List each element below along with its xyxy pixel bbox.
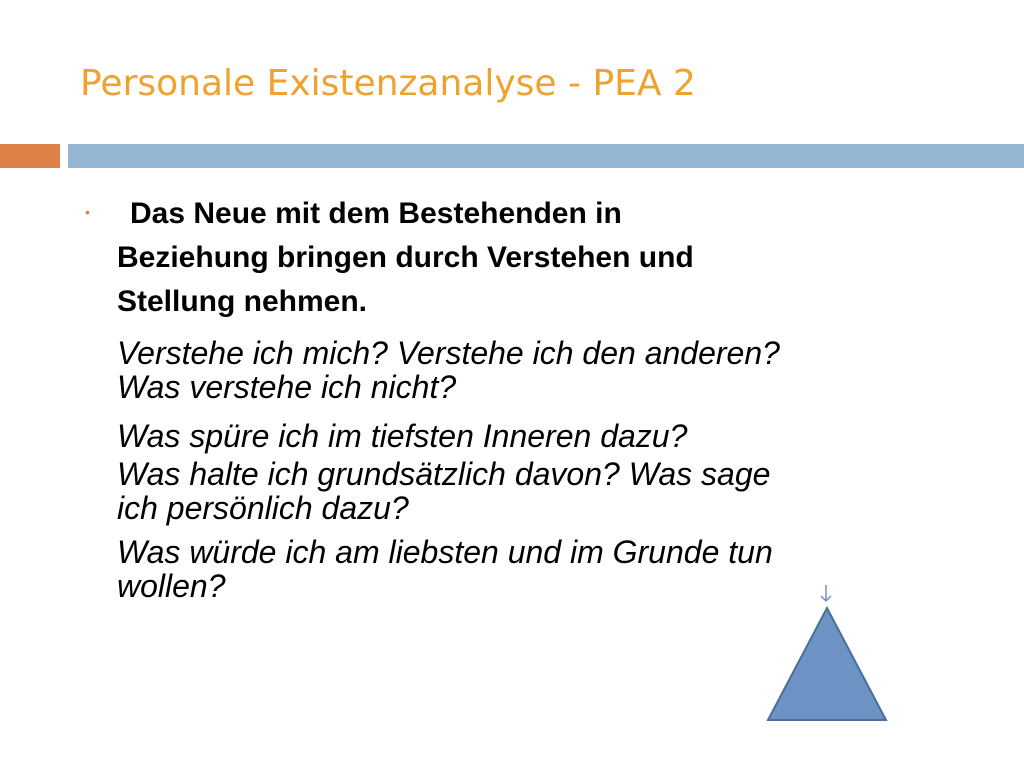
question-understanding	[117, 336, 957, 404]
accent-bar-orange	[0, 144, 60, 168]
question-line: wollen?	[117, 568, 226, 604]
bullet-line-2: Beziehung bringen durch Verstehen und	[117, 241, 694, 274]
slide-title: Personale Existenzanalyse - PEA 2	[80, 63, 696, 104]
question-line: Was würde ich am liebsten und im Grunde tun	[117, 534, 773, 570]
question-line: ich persönlich dazu?	[117, 490, 409, 526]
question-opinion	[117, 457, 957, 525]
bullet-line-3: Stellung nehmen.	[117, 285, 368, 318]
question-line: Verstehe ich mich? Verstehe ich den anderen?	[117, 335, 780, 371]
bullet-dot-icon: •	[85, 204, 90, 220]
down-arrow-icon	[818, 584, 834, 604]
question-line: Was verstehe ich nicht?	[117, 369, 457, 405]
question-feeling	[117, 419, 957, 453]
question-line: Was halte ich grundsätzlich davon? Was sage	[117, 456, 771, 492]
accent-bar-blue	[68, 144, 1024, 168]
bullet-text	[117, 192, 897, 324]
question-line: Was spüre ich im tiefsten Inneren dazu?	[117, 418, 688, 454]
bullet-line-1: Das Neue mit dem Bestehenden in	[130, 197, 622, 230]
triangle-shape	[766, 606, 888, 724]
